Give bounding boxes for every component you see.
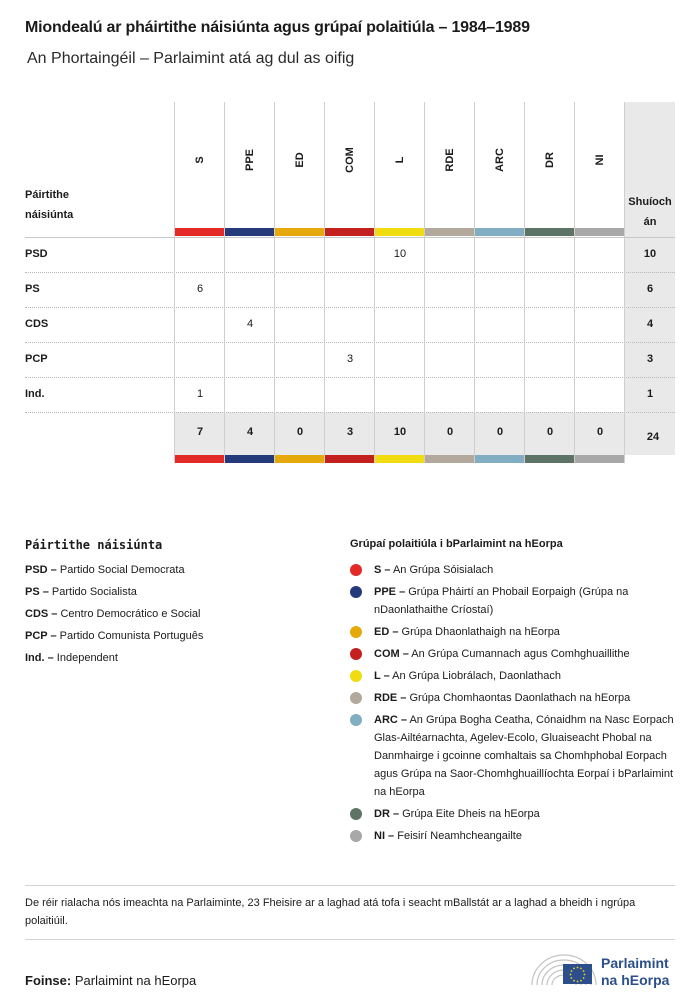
party-header-line2: náisiúnta bbox=[25, 209, 74, 221]
seat-cell: 4 bbox=[246, 318, 254, 330]
group-color-bar-top bbox=[225, 228, 274, 236]
seat-cell: 10 bbox=[393, 248, 407, 260]
row-total-cell: 3 bbox=[646, 353, 654, 365]
grand-total-cell: 24 bbox=[646, 431, 660, 443]
group-column-header bbox=[375, 100, 425, 228]
group-color-bar-top bbox=[575, 228, 624, 236]
seat-cell: 6 bbox=[196, 283, 204, 295]
note-divider-bottom bbox=[25, 939, 675, 940]
seats-header-line2: án bbox=[643, 216, 657, 228]
group-color-bar-bottom bbox=[525, 455, 574, 463]
footnote: De réir rialacha nós imeachta na Parlaiminte, 23 Fheisire ar a laghad atá tofa i seacht mBallstát ar a laghad a bheidh i ngrúpa polaitiúil. bbox=[25, 897, 636, 927]
group-color-dot bbox=[350, 714, 362, 726]
group-color-dot bbox=[350, 830, 362, 842]
legend-groups-title: Grúpaí polaitiúla i bParlaimint na hEorpa bbox=[350, 538, 563, 550]
page-subtitle: An Phortaingéil – Parlaimint atá ag dul as oifig bbox=[27, 50, 355, 67]
group-color-dot bbox=[350, 648, 362, 660]
group-color-bar-bottom bbox=[475, 455, 524, 463]
header-divider bbox=[25, 237, 675, 238]
legend-national-item: PSD – Partido Social Democrata bbox=[25, 564, 185, 576]
group-color-bar-top bbox=[375, 228, 424, 236]
legend-group-item: RDE – Grúpa Chomhaontas Daonlathach na hEorpa bbox=[374, 692, 631, 704]
row-divider bbox=[25, 377, 675, 378]
group-column-header bbox=[425, 100, 475, 228]
group-color-bar-bottom bbox=[375, 455, 424, 463]
party-header-line1: Páirtithe bbox=[25, 189, 70, 201]
group-color-bar-bottom bbox=[175, 455, 224, 463]
source-label: Foinse: bbox=[25, 973, 72, 988]
group-total-cell: 0 bbox=[296, 426, 304, 438]
group-color-bar-top bbox=[525, 228, 574, 236]
group-color-dot bbox=[350, 670, 362, 682]
group-column-header bbox=[325, 100, 375, 228]
legend-national-item: Ind. – Independent bbox=[25, 652, 118, 664]
group-code: S bbox=[194, 156, 206, 164]
group-color-bar-top bbox=[325, 228, 374, 236]
legend-group-item: COM – An Grúpa Cumannach agus Comhghuaillithe bbox=[374, 648, 630, 660]
group-color-bar-bottom bbox=[275, 455, 324, 463]
seat-cell: 1 bbox=[196, 388, 204, 400]
logo-line1: Parlaimint bbox=[601, 955, 669, 971]
row-total-cell: 10 bbox=[643, 248, 657, 260]
group-column-header bbox=[275, 100, 325, 228]
group-color-bar-top bbox=[475, 228, 524, 236]
seat-cell: 3 bbox=[346, 353, 354, 365]
legend-national-item: CDS – Centro Democrático e Social bbox=[25, 608, 201, 620]
group-column-header bbox=[575, 100, 625, 228]
group-total-cell: 0 bbox=[596, 426, 604, 438]
legend-group-item: ED – Grúpa Dhaonlathaigh na hEorpa bbox=[374, 626, 560, 638]
group-total-cell: 10 bbox=[393, 426, 407, 438]
group-column-header bbox=[175, 100, 225, 228]
group-color-bar-bottom bbox=[225, 455, 274, 463]
group-code: NI bbox=[594, 154, 606, 166]
group-color-bar-top bbox=[425, 228, 474, 236]
legend-group-item: PPE – Grúpa Pháirtí an Phobail Eorpaigh (Grúpa na nDaonlathaithe Críostaí) bbox=[374, 586, 629, 616]
group-code: COM bbox=[344, 147, 356, 173]
row-divider bbox=[25, 307, 675, 308]
group-code: ED bbox=[294, 152, 306, 168]
legend-group-item: L – An Grúpa Liobrálach, Daonlathach bbox=[374, 670, 561, 682]
group-code: RDE bbox=[444, 148, 456, 172]
source-line bbox=[25, 973, 196, 988]
logo-text bbox=[601, 955, 669, 989]
party-row-label: CDS bbox=[25, 318, 49, 330]
row-divider bbox=[25, 342, 675, 343]
national-parties-header bbox=[25, 185, 73, 225]
party-row-label: PCP bbox=[25, 353, 48, 365]
legend-national-item: PS – Partido Socialista bbox=[25, 586, 137, 598]
party-row-label: Ind. bbox=[25, 388, 45, 400]
group-color-bar-bottom bbox=[325, 455, 374, 463]
legend-group-item: ARC – An Grúpa Bogha Ceatha, Cónaidhm na Nasc Eorpach Glas-Ailtéarnachta, Agelev-Ecolo, Gluaiseacht Phobal na Danmhairge i gcoinne comhaltais sa Chomhphobal Eorpach agus Grúpa na Saor-Chomhghuaillíochta Eorpaí i bParlaimint na hEorpa bbox=[374, 714, 674, 798]
group-color-bar-top bbox=[275, 228, 324, 236]
group-color-dot bbox=[350, 692, 362, 704]
party-row-label: PS bbox=[25, 283, 40, 295]
logo-line2: na hEorpa bbox=[601, 972, 670, 988]
group-color-dot bbox=[350, 808, 362, 820]
group-color-dot bbox=[350, 564, 362, 576]
legend-group-item: S – An Grúpa Sóisialach bbox=[374, 564, 494, 576]
group-color-dot bbox=[350, 586, 362, 598]
row-total-cell: 1 bbox=[646, 388, 654, 400]
group-total-cell: 4 bbox=[246, 426, 254, 438]
legend-group-item: NI – Feisirí Neamhcheangailte bbox=[374, 830, 522, 842]
row-divider bbox=[25, 412, 675, 413]
group-code: ARC bbox=[494, 148, 506, 172]
group-column-header bbox=[475, 100, 525, 228]
group-color-bar-bottom bbox=[575, 455, 624, 463]
group-color-bar-bottom bbox=[425, 455, 474, 463]
group-color-bar-top bbox=[175, 228, 224, 236]
group-code: L bbox=[394, 156, 406, 164]
group-color-dot bbox=[350, 626, 362, 638]
source-text: Parlaimint na hEorpa bbox=[74, 973, 197, 988]
group-code: PPE bbox=[244, 148, 256, 172]
group-total-cell: 3 bbox=[346, 426, 354, 438]
seats-header-line1: Shuíoch bbox=[628, 196, 672, 208]
legend-national-title: Páirtithe náisiúnta bbox=[25, 538, 163, 552]
group-total-cell: 0 bbox=[446, 426, 454, 438]
group-total-cell: 0 bbox=[546, 426, 554, 438]
seats-header bbox=[625, 192, 675, 232]
row-total-cell: 6 bbox=[646, 283, 654, 295]
group-total-cell: 0 bbox=[496, 426, 504, 438]
group-total-cell: 7 bbox=[196, 426, 204, 438]
party-row-label: PSD bbox=[25, 248, 48, 260]
legend-group-item: DR – Grúpa Eite Dheis na hEorpa bbox=[374, 808, 540, 820]
page-title: Miondealú ar pháirtithe náisiúnta agus grúpaí polaitiúla – 1984–1989 bbox=[25, 19, 530, 36]
group-column-header bbox=[525, 100, 575, 228]
group-column-header bbox=[225, 100, 275, 228]
group-code: DR bbox=[544, 152, 556, 168]
legend-national-item: PCP – Partido Comunista Português bbox=[25, 630, 204, 642]
row-total-cell: 4 bbox=[646, 318, 654, 330]
row-divider bbox=[25, 272, 675, 273]
note-divider-top bbox=[25, 885, 675, 886]
